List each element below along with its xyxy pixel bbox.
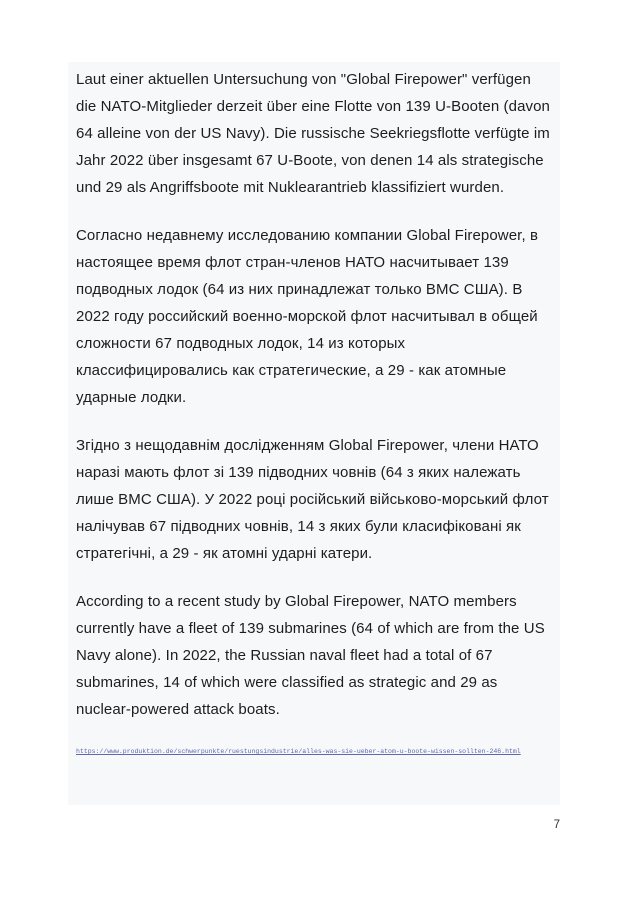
paragraph-ukrainian: Згідно з нещодавнім дослідженням Global Firepower, члени НАТО наразі мають флот зі 139 підводних човнів (64 з яких належать лише ВМС США). У 2022 році російський військово-морський флот налічував 67 підводних човнів, 14 з яких були класифіковані як стратегічні, а 29 - як атомні ударні катери.: [76, 437, 549, 562]
page-number: 7: [553, 819, 560, 831]
page-footer: [68, 815, 560, 833]
source-line: [76, 744, 554, 757]
source-url-link[interactable]: https://www.produktion.de/schwerpunkte/ruestungsindustrie/alles-was-sie-ueber-atom-u-boote-wissen-sollten-246.html: [76, 748, 521, 755]
paragraph-german: Laut einer aktuellen Untersuchung von "Global Firepower" verfügen die NATO-Mitglieder derzeit über eine Flotte von 139 U-Booten (davon 64 alleine von der US Navy). Die russische Seekriegsflotte verfügte im Jahr 2022 über insgesamt 67 U-Boote, von denen 14 als strategische und 29 als Angriffsboote mit Nuklearantrieb klassifiziert wurden.: [76, 71, 550, 196]
highlighted-text-block: [68, 62, 560, 805]
paragraph-english: According to a recent study by Global Firepower, NATO members currently have a fleet of 139 submarines (64 of which are from the US Navy alone). In 2022, the Russian naval fleet had a total of 67 submarines, 14 of which were classified as strategic and 29 as nuclear-powered attack boats.: [76, 593, 545, 718]
paragraph-russian: Согласно недавнему исследованию компании Global Firepower, в настоящее время флот стран-членов НАТО насчитывает 139 подводных лодок (64 из них принадлежат только ВМС США). В 2022 году российский военно-морской флот насчитывал в общей сложности 67 подводных лодок, 14 из которых классифицировались как стратегические, а 29 - как атомные ударные лодки.: [76, 227, 539, 406]
